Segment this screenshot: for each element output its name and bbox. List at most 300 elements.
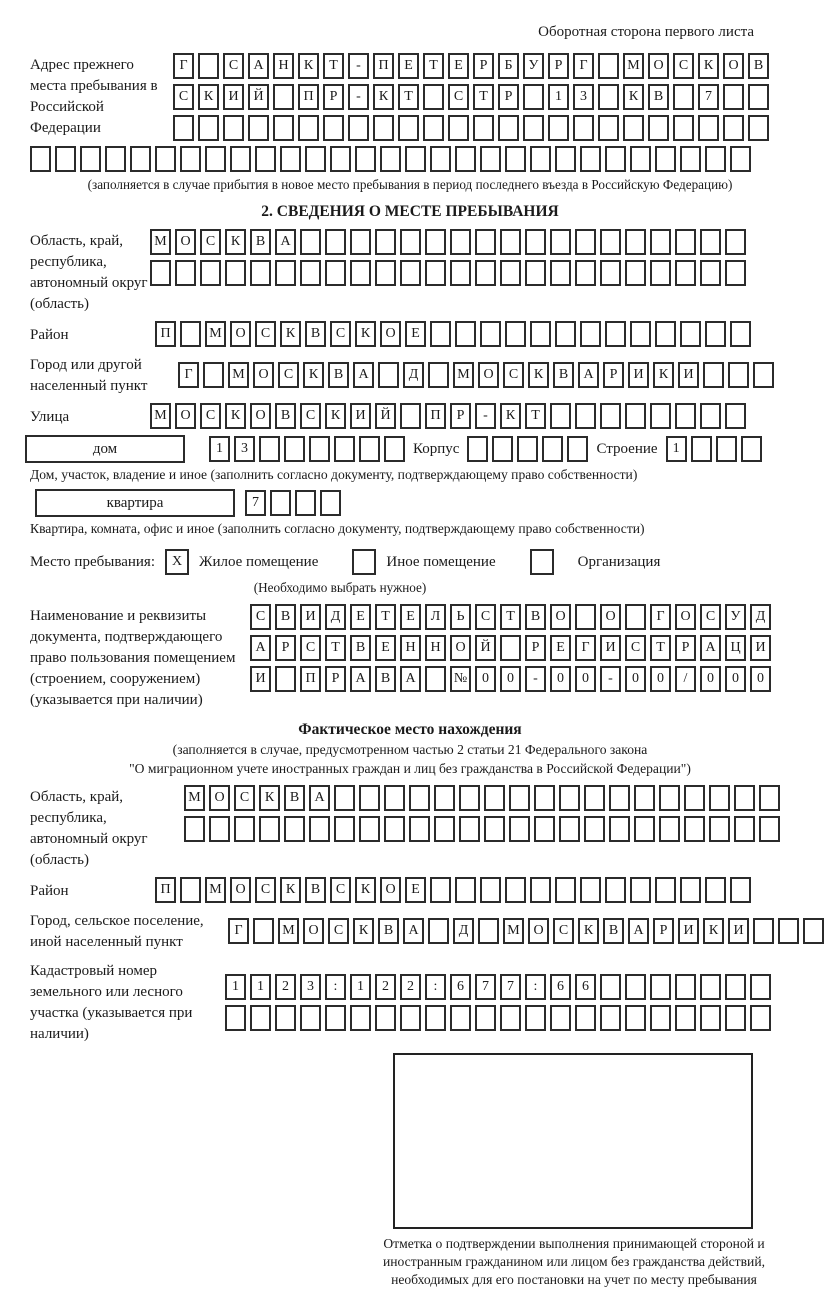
char-box[interactable]: Р xyxy=(275,635,296,661)
char-box[interactable]: С xyxy=(250,604,271,630)
char-box[interactable]: - xyxy=(475,403,496,429)
char-box[interactable]: К xyxy=(303,362,324,388)
char-box[interactable]: Л xyxy=(425,604,446,630)
char-box[interactable]: М xyxy=(150,229,171,255)
char-box[interactable]: А xyxy=(628,918,649,944)
char-box[interactable] xyxy=(275,666,296,692)
char-box[interactable]: П xyxy=(298,84,319,110)
char-box[interactable]: Р xyxy=(675,635,696,661)
char-box[interactable] xyxy=(455,321,476,347)
char-box[interactable] xyxy=(598,53,619,79)
char-box[interactable]: Т xyxy=(325,635,346,661)
char-box[interactable] xyxy=(778,918,799,944)
char-box[interactable]: П xyxy=(425,403,446,429)
char-box[interactable]: С xyxy=(173,84,194,110)
char-box[interactable]: : xyxy=(525,974,546,1000)
char-box[interactable] xyxy=(309,816,330,842)
char-box[interactable] xyxy=(753,918,774,944)
char-box[interactable] xyxy=(659,816,680,842)
char-box[interactable] xyxy=(295,490,316,516)
char-box[interactable]: 0 xyxy=(625,666,646,692)
char-box[interactable] xyxy=(650,403,671,429)
char-box[interactable] xyxy=(459,785,480,811)
char-box[interactable]: О xyxy=(380,321,401,347)
char-box[interactable]: А xyxy=(250,635,271,661)
char-box[interactable] xyxy=(484,816,505,842)
char-box[interactable]: В xyxy=(328,362,349,388)
char-box[interactable]: С xyxy=(234,785,255,811)
char-box[interactable] xyxy=(580,146,601,172)
char-box[interactable] xyxy=(600,260,621,286)
char-box[interactable] xyxy=(434,785,455,811)
char-box[interactable]: 0 xyxy=(475,666,496,692)
char-box[interactable]: Р xyxy=(325,666,346,692)
char-box[interactable] xyxy=(209,816,230,842)
char-box[interactable] xyxy=(150,260,171,286)
char-box[interactable] xyxy=(359,436,380,462)
char-box[interactable] xyxy=(705,146,726,172)
char-box[interactable] xyxy=(275,260,296,286)
char-box[interactable] xyxy=(473,115,494,141)
apartment-type-box[interactable]: квартира xyxy=(35,489,235,517)
char-box[interactable] xyxy=(725,974,746,1000)
char-box[interactable] xyxy=(680,321,701,347)
char-box[interactable]: Н xyxy=(400,635,421,661)
char-box[interactable]: Ц xyxy=(725,635,746,661)
char-box[interactable] xyxy=(430,146,451,172)
char-box[interactable]: Е xyxy=(405,321,426,347)
char-box[interactable] xyxy=(675,1005,696,1031)
char-box[interactable] xyxy=(384,436,405,462)
char-box[interactable]: С xyxy=(278,362,299,388)
char-box[interactable]: К xyxy=(280,877,301,903)
char-box[interactable]: Й xyxy=(375,403,396,429)
char-box[interactable] xyxy=(270,490,291,516)
char-box[interactable] xyxy=(680,146,701,172)
char-box[interactable]: Е xyxy=(550,635,571,661)
char-box[interactable] xyxy=(284,436,305,462)
char-box[interactable]: К xyxy=(353,918,374,944)
char-box[interactable] xyxy=(567,436,588,462)
char-box[interactable] xyxy=(580,877,601,903)
char-box[interactable]: 7 xyxy=(475,974,496,1000)
char-box[interactable] xyxy=(655,877,676,903)
char-box[interactable]: 3 xyxy=(573,84,594,110)
char-box[interactable]: / xyxy=(675,666,696,692)
char-box[interactable] xyxy=(478,918,499,944)
char-box[interactable] xyxy=(700,974,721,1000)
char-box[interactable] xyxy=(334,436,355,462)
char-box[interactable]: В xyxy=(350,635,371,661)
char-box[interactable] xyxy=(400,1005,421,1031)
char-box[interactable]: 3 xyxy=(300,974,321,1000)
char-box[interactable] xyxy=(378,362,399,388)
char-box[interactable]: Д xyxy=(453,918,474,944)
char-box[interactable] xyxy=(325,229,346,255)
char-box[interactable]: П xyxy=(155,321,176,347)
char-box[interactable]: С xyxy=(330,877,351,903)
char-box[interactable] xyxy=(750,974,771,1000)
char-box[interactable] xyxy=(684,816,705,842)
char-box[interactable]: О xyxy=(600,604,621,630)
char-box[interactable] xyxy=(748,84,769,110)
char-box[interactable] xyxy=(425,260,446,286)
char-box[interactable] xyxy=(709,816,730,842)
char-box[interactable]: Ь xyxy=(450,604,471,630)
char-box[interactable]: О xyxy=(303,918,324,944)
char-box[interactable]: Р xyxy=(473,53,494,79)
char-box[interactable]: В xyxy=(378,918,399,944)
char-box[interactable]: К xyxy=(225,403,246,429)
char-box[interactable]: 0 xyxy=(500,666,521,692)
char-box[interactable] xyxy=(459,816,480,842)
char-box[interactable]: Т xyxy=(650,635,671,661)
char-box[interactable]: О xyxy=(250,403,271,429)
char-box[interactable]: 2 xyxy=(275,974,296,1000)
char-box[interactable] xyxy=(359,816,380,842)
char-box[interactable] xyxy=(691,436,712,462)
char-box[interactable]: Т xyxy=(500,604,521,630)
char-box[interactable] xyxy=(725,403,746,429)
char-box[interactable]: Р xyxy=(450,403,471,429)
char-box[interactable]: 1 xyxy=(666,436,687,462)
char-box[interactable]: 1 xyxy=(548,84,569,110)
char-box[interactable] xyxy=(330,146,351,172)
char-box[interactable] xyxy=(400,260,421,286)
char-box[interactable] xyxy=(484,785,505,811)
char-box[interactable] xyxy=(673,84,694,110)
char-box[interactable] xyxy=(505,877,526,903)
char-box[interactable]: П xyxy=(155,877,176,903)
char-box[interactable] xyxy=(425,666,446,692)
char-box[interactable] xyxy=(530,877,551,903)
char-box[interactable] xyxy=(450,229,471,255)
char-box[interactable] xyxy=(275,1005,296,1031)
char-box[interactable]: С xyxy=(223,53,244,79)
char-box[interactable] xyxy=(475,260,496,286)
char-box[interactable]: И xyxy=(750,635,771,661)
char-box[interactable]: К xyxy=(198,84,219,110)
char-box[interactable] xyxy=(584,816,605,842)
char-box[interactable] xyxy=(198,53,219,79)
char-box[interactable]: В xyxy=(553,362,574,388)
char-box[interactable]: О xyxy=(550,604,571,630)
char-box[interactable] xyxy=(273,84,294,110)
char-box[interactable]: Р xyxy=(525,635,546,661)
char-box[interactable] xyxy=(550,403,571,429)
char-box[interactable] xyxy=(359,785,380,811)
char-box[interactable] xyxy=(559,785,580,811)
char-box[interactable]: А xyxy=(350,666,371,692)
char-box[interactable]: К xyxy=(373,84,394,110)
char-box[interactable] xyxy=(748,115,769,141)
char-box[interactable]: С xyxy=(330,321,351,347)
char-box[interactable]: О xyxy=(209,785,230,811)
char-box[interactable]: М xyxy=(205,877,226,903)
char-box[interactable] xyxy=(625,229,646,255)
char-box[interactable]: 6 xyxy=(550,974,571,1000)
char-box[interactable] xyxy=(734,785,755,811)
char-box[interactable]: С xyxy=(475,604,496,630)
char-box[interactable] xyxy=(325,1005,346,1031)
char-box[interactable]: 7 xyxy=(698,84,719,110)
char-box[interactable] xyxy=(509,785,530,811)
char-box[interactable] xyxy=(684,785,705,811)
char-box[interactable]: Т xyxy=(473,84,494,110)
char-box[interactable] xyxy=(350,260,371,286)
char-box[interactable] xyxy=(575,1005,596,1031)
char-box[interactable] xyxy=(598,84,619,110)
char-box[interactable] xyxy=(741,436,762,462)
char-box[interactable] xyxy=(575,403,596,429)
char-box[interactable] xyxy=(480,146,501,172)
char-box[interactable]: В xyxy=(525,604,546,630)
char-box[interactable] xyxy=(180,321,201,347)
char-box[interactable] xyxy=(173,115,194,141)
char-box[interactable] xyxy=(584,785,605,811)
char-box[interactable]: : xyxy=(325,974,346,1000)
char-box[interactable]: О xyxy=(175,229,196,255)
char-box[interactable]: О xyxy=(478,362,499,388)
char-box[interactable]: А xyxy=(248,53,269,79)
char-box[interactable] xyxy=(225,260,246,286)
char-box[interactable]: И xyxy=(300,604,321,630)
char-box[interactable] xyxy=(675,403,696,429)
char-box[interactable] xyxy=(225,1005,246,1031)
char-box[interactable]: 0 xyxy=(750,666,771,692)
char-box[interactable]: А xyxy=(353,362,374,388)
char-box[interactable] xyxy=(323,115,344,141)
char-box[interactable] xyxy=(425,1005,446,1031)
char-box[interactable]: Р xyxy=(548,53,569,79)
char-box[interactable]: О xyxy=(253,362,274,388)
char-box[interactable]: М xyxy=(150,403,171,429)
char-box[interactable]: И xyxy=(600,635,621,661)
char-box[interactable]: Е xyxy=(350,604,371,630)
char-box[interactable] xyxy=(509,816,530,842)
char-box[interactable]: 0 xyxy=(650,666,671,692)
char-box[interactable]: В xyxy=(305,321,326,347)
char-box[interactable] xyxy=(625,1005,646,1031)
char-box[interactable]: В xyxy=(275,403,296,429)
char-box[interactable]: Д xyxy=(403,362,424,388)
char-box[interactable]: Й xyxy=(475,635,496,661)
char-box[interactable]: О xyxy=(380,877,401,903)
char-box[interactable] xyxy=(475,1005,496,1031)
char-box[interactable]: Г xyxy=(575,635,596,661)
char-box[interactable] xyxy=(650,229,671,255)
char-box[interactable]: У xyxy=(523,53,544,79)
char-box[interactable] xyxy=(700,229,721,255)
char-box[interactable] xyxy=(400,403,421,429)
char-box[interactable] xyxy=(180,877,201,903)
char-box[interactable]: В xyxy=(603,918,624,944)
char-box[interactable] xyxy=(534,816,555,842)
char-box[interactable]: К xyxy=(259,785,280,811)
char-box[interactable]: К xyxy=(298,53,319,79)
char-box[interactable] xyxy=(675,229,696,255)
char-box[interactable]: Д xyxy=(750,604,771,630)
char-box[interactable]: А xyxy=(309,785,330,811)
char-box[interactable] xyxy=(725,260,746,286)
char-box[interactable] xyxy=(230,146,251,172)
char-box[interactable] xyxy=(705,321,726,347)
char-box[interactable]: К xyxy=(500,403,521,429)
char-box[interactable]: В xyxy=(275,604,296,630)
char-box[interactable] xyxy=(480,321,501,347)
char-box[interactable]: С xyxy=(448,84,469,110)
char-box[interactable] xyxy=(673,115,694,141)
char-box[interactable] xyxy=(423,84,444,110)
char-box[interactable]: - xyxy=(525,666,546,692)
char-box[interactable]: И xyxy=(678,918,699,944)
char-box[interactable]: И xyxy=(678,362,699,388)
char-box[interactable] xyxy=(725,1005,746,1031)
char-box[interactable] xyxy=(725,229,746,255)
char-box[interactable] xyxy=(550,1005,571,1031)
char-box[interactable] xyxy=(625,403,646,429)
char-box[interactable] xyxy=(575,229,596,255)
char-box[interactable]: 2 xyxy=(375,974,396,1000)
char-box[interactable]: Е xyxy=(448,53,469,79)
char-box[interactable] xyxy=(600,1005,621,1031)
char-box[interactable]: 0 xyxy=(700,666,721,692)
char-box[interactable] xyxy=(375,1005,396,1031)
char-box[interactable] xyxy=(700,403,721,429)
char-box[interactable] xyxy=(600,229,621,255)
char-box[interactable] xyxy=(700,260,721,286)
char-box[interactable] xyxy=(609,816,630,842)
char-box[interactable]: К xyxy=(355,877,376,903)
char-box[interactable] xyxy=(575,260,596,286)
char-box[interactable] xyxy=(750,1005,771,1031)
char-box[interactable]: А xyxy=(578,362,599,388)
char-box[interactable] xyxy=(675,260,696,286)
char-box[interactable]: В xyxy=(375,666,396,692)
char-box[interactable]: П xyxy=(373,53,394,79)
char-box[interactable]: К xyxy=(225,229,246,255)
char-box[interactable]: К xyxy=(703,918,724,944)
char-box[interactable] xyxy=(505,146,526,172)
char-box[interactable] xyxy=(320,490,341,516)
char-box[interactable]: Й xyxy=(248,84,269,110)
char-box[interactable] xyxy=(259,816,280,842)
char-box[interactable] xyxy=(405,146,426,172)
char-box[interactable]: Р xyxy=(603,362,624,388)
char-box[interactable] xyxy=(525,260,546,286)
char-box[interactable] xyxy=(803,918,824,944)
char-box[interactable]: Е xyxy=(398,53,419,79)
char-box[interactable] xyxy=(425,229,446,255)
char-box[interactable]: 1 xyxy=(225,974,246,1000)
char-box[interactable] xyxy=(384,816,405,842)
char-box[interactable] xyxy=(350,229,371,255)
char-box[interactable]: 1 xyxy=(250,974,271,1000)
char-box[interactable]: О xyxy=(528,918,549,944)
char-box[interactable]: № xyxy=(450,666,471,692)
char-box[interactable]: К xyxy=(623,84,644,110)
char-box[interactable] xyxy=(30,146,51,172)
char-box[interactable]: С xyxy=(553,918,574,944)
char-box[interactable]: 6 xyxy=(450,974,471,1000)
char-box[interactable] xyxy=(650,1005,671,1031)
char-box[interactable]: Д xyxy=(325,604,346,630)
char-box[interactable]: А xyxy=(275,229,296,255)
char-box[interactable] xyxy=(550,229,571,255)
char-box[interactable] xyxy=(517,436,538,462)
char-box[interactable] xyxy=(600,974,621,1000)
char-box[interactable]: 0 xyxy=(725,666,746,692)
char-box[interactable] xyxy=(348,115,369,141)
char-box[interactable]: 6 xyxy=(575,974,596,1000)
char-box[interactable] xyxy=(723,84,744,110)
char-box[interactable] xyxy=(634,785,655,811)
char-box[interactable]: С xyxy=(328,918,349,944)
char-box[interactable]: М xyxy=(278,918,299,944)
char-box[interactable] xyxy=(559,816,580,842)
char-box[interactable] xyxy=(580,321,601,347)
char-box[interactable] xyxy=(273,115,294,141)
char-box[interactable] xyxy=(80,146,101,172)
char-box[interactable] xyxy=(325,260,346,286)
char-box[interactable]: Е xyxy=(375,635,396,661)
char-box[interactable]: : xyxy=(425,974,446,1000)
char-box[interactable]: - xyxy=(348,84,369,110)
char-box[interactable] xyxy=(428,362,449,388)
char-box[interactable]: 3 xyxy=(234,436,255,462)
char-box[interactable] xyxy=(430,877,451,903)
char-box[interactable]: 0 xyxy=(575,666,596,692)
checkbox-other-premises[interactable] xyxy=(352,549,376,575)
char-box[interactable] xyxy=(430,321,451,347)
char-box[interactable] xyxy=(434,816,455,842)
char-box[interactable] xyxy=(255,146,276,172)
char-box[interactable]: И xyxy=(628,362,649,388)
char-box[interactable] xyxy=(250,1005,271,1031)
char-box[interactable]: - xyxy=(348,53,369,79)
char-box[interactable] xyxy=(300,260,321,286)
char-box[interactable] xyxy=(203,362,224,388)
char-box[interactable] xyxy=(630,321,651,347)
char-box[interactable]: В xyxy=(284,785,305,811)
char-box[interactable] xyxy=(409,816,430,842)
char-box[interactable] xyxy=(525,229,546,255)
char-box[interactable] xyxy=(198,115,219,141)
char-box[interactable] xyxy=(573,115,594,141)
char-box[interactable]: И xyxy=(223,84,244,110)
char-box[interactable]: С xyxy=(200,403,221,429)
char-box[interactable] xyxy=(480,877,501,903)
char-box[interactable]: О xyxy=(648,53,669,79)
char-box[interactable] xyxy=(334,785,355,811)
char-box[interactable] xyxy=(716,436,737,462)
char-box[interactable]: И xyxy=(250,666,271,692)
char-box[interactable]: С xyxy=(255,877,276,903)
house-type-box[interactable]: дом xyxy=(25,435,185,463)
char-box[interactable] xyxy=(548,115,569,141)
char-box[interactable] xyxy=(698,115,719,141)
char-box[interactable]: Р xyxy=(498,84,519,110)
char-box[interactable] xyxy=(542,436,563,462)
char-box[interactable]: М xyxy=(503,918,524,944)
char-box[interactable] xyxy=(623,115,644,141)
char-box[interactable] xyxy=(248,115,269,141)
char-box[interactable] xyxy=(523,84,544,110)
char-box[interactable]: О xyxy=(675,604,696,630)
char-box[interactable]: 7 xyxy=(245,490,266,516)
char-box[interactable] xyxy=(525,1005,546,1031)
char-box[interactable] xyxy=(605,146,626,172)
